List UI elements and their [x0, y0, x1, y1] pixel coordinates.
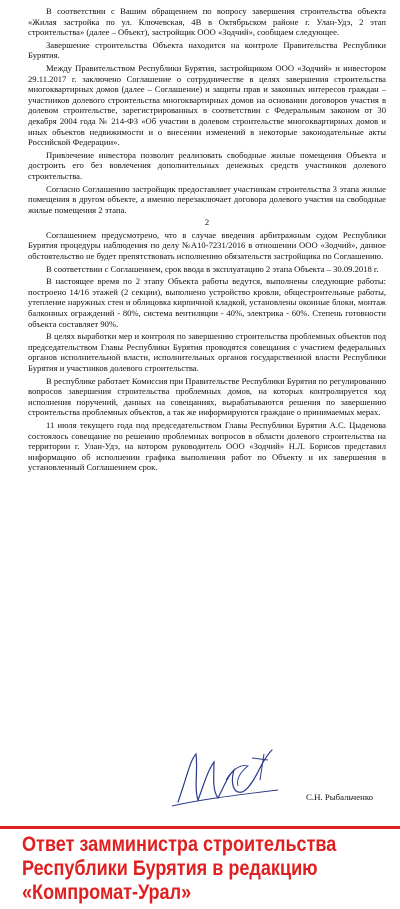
paragraph: Между Правительством Республики Бурятия, застройщиком ООО «Зодчий» и инвестором 29.11.2017 г. заключено Соглашение о сотрудничестве в целях завершения строительства многоквартирных домов (далее – Соглашение) и защиты прав и законных интересов граждан – участников долевого строительства многоквартирных домов на основании договоров участия в долевом строительстве, зарегистрированных в соответствии с Федеральным законом от 30 декабря 2004 года № 214-ФЗ «Об участии в долевом строительстве многоквартирных домов и иных объектов недвижимости и о внесении изменений в некоторые законодательные акты Российской Федерации». [28, 62, 386, 148]
letter-body [28, 6, 386, 475]
handwritten-signature-icon [168, 740, 288, 820]
paragraph: В соответствии с Соглашением, срок ввода в эксплуатацию 2 этапа Объекта – 30.09.2018 г. [46, 263, 379, 274]
paragraph: Соглашением предусмотрено, что в случае введения арбитражным судом Республики Бурятия процедуры наблюдения по делу №А10-7231/2016 в отношении ООО «Зодчий», данное обстоятельство не будет препятствовать исполнению обязательств застройщика по Соглашению. [28, 229, 386, 262]
caption-banner [0, 826, 400, 909]
paragraph: В настоящее время по 2 этапу Объекта работы ведутся, выполнены следующие работы: построено 14/16 этажей (2 секции), выполнено устройство кровли, общестроительные работы, утепление наружных стен и облицовка кирпичной кладкой, установлены оконные блоки, монтаж балконных ограждений - 80%, система вентиляции - 40%, электрика - 60%. Степень готовности объекта составляет 90%. [28, 276, 386, 329]
paragraph: В республике работает Комиссия при Правительстве Республики Бурятия по регулированию вопросов завершения строительства проблемных домов, на которых контролируется ход исполнения поручений, данных на совещаниях, вырабатываются решения по завершению строительства проблемных объектов, а так же информируются граждане о принимаемых мерах. [28, 375, 387, 418]
paragraph: Привлечение инвестора позволит реализовать свободные жилые помещения Объекта и достроить его без вовлечения дополнительных денежных средств участников долевого строительства. [28, 149, 386, 181]
caption-line: Республики Бурятия в редакцию [22, 857, 318, 880]
page-number: 2 [204, 217, 210, 228]
signer-name: С.Н. Рыбальченко [306, 792, 374, 802]
caption-line: Ответ замминистра строительства [22, 833, 337, 856]
caption-line: «Компромат-Урал» [22, 881, 192, 904]
paragraph: 11 июля текущего года под председательством Главы Республики Бурятия А.С. Цыденова состоялось совещание по решению проблемных вопросов в области долевого строительства на территории г. Улан-Удэ, на котором руководитель ООО «Зодчий» Н.Л. Борисов представил информацию об исполнении графика выполнения работ по Объекту и их завершения в установленный Соглашением срок. [28, 419, 386, 473]
paragraph: Согласно Соглашению застройщик предоставляет участникам строительства 3 этапа жилые помещения в другом объекте, а именно перезаключает договора долевого участия на свободные жилые помещения 2 этапа. [28, 183, 386, 215]
paragraph: В соответствии с Вашим обращением по вопросу завершения строительства объекта «Жилая застройка по ул. Ключевская, 4В в Октябрьском районе г. Улан-Удэ, 2 этап строительства» (далее – Объект), застройщик ООО «Зодчий», сообщаем следующее. [28, 6, 386, 38]
paragraph: Завершение строительства Объекта находится на контроле Правительства Республики Бурятия. [28, 39, 386, 61]
caption-text [22, 833, 392, 905]
paragraph: В целях выработки мер и контроля по завершению строительства проблемных объектов под председательством Главы Республики Бурятия проводятся совещания с участием федеральных органов исполнительной власти, исполнительных органов государственной власти Республики Бурятия и участников долевого строительства. [28, 331, 386, 373]
signature-block [0, 740, 400, 830]
